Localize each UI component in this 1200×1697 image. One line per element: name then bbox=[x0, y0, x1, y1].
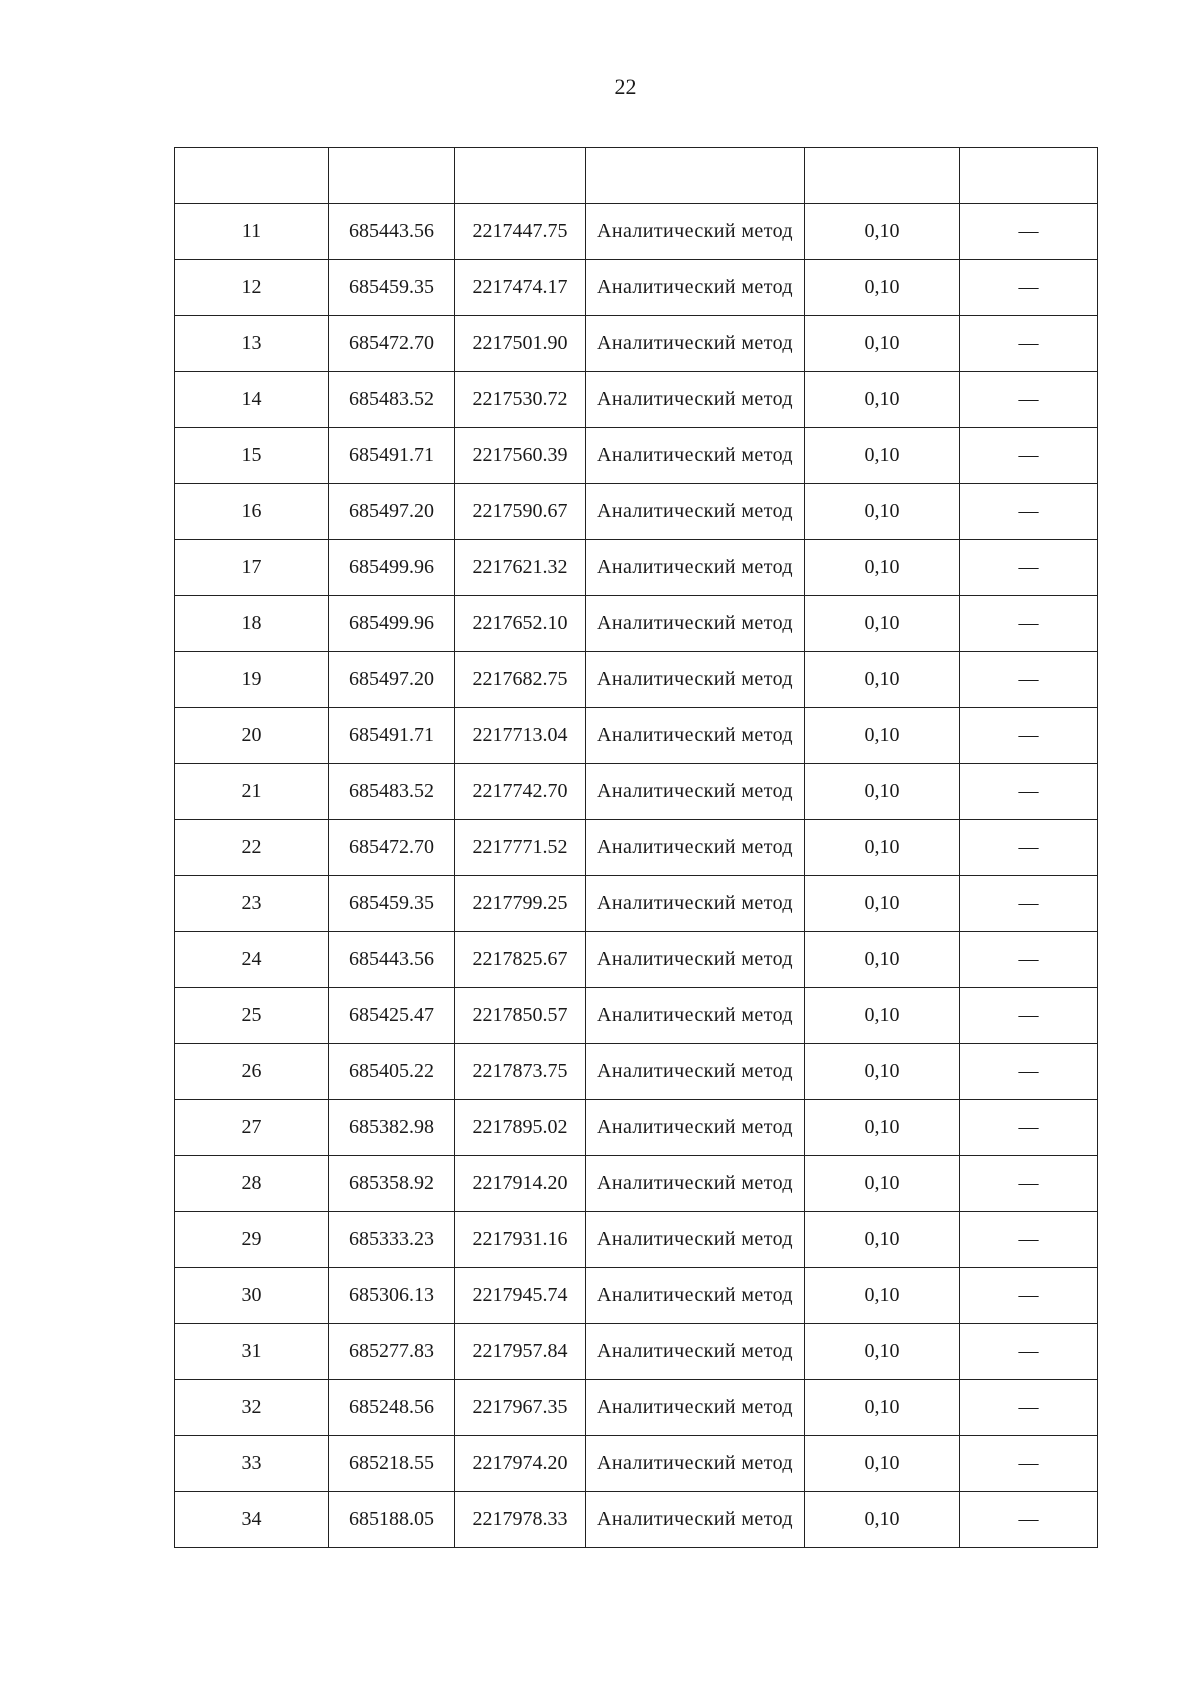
y-coordinate-cell: 2217825.67 bbox=[455, 932, 586, 988]
note-cell: — bbox=[960, 708, 1098, 764]
note-cell: — bbox=[960, 764, 1098, 820]
accuracy-cell: 0,10 bbox=[805, 204, 960, 260]
header-cell-accuracy bbox=[805, 148, 960, 204]
point-number-cell: 25 bbox=[175, 988, 329, 1044]
x-coordinate-cell: 685459.35 bbox=[329, 876, 455, 932]
note-cell: — bbox=[960, 1324, 1098, 1380]
note-cell: — bbox=[960, 260, 1098, 316]
method-cell: Аналитический метод bbox=[586, 372, 805, 428]
point-number-cell: 27 bbox=[175, 1100, 329, 1156]
x-coordinate-cell: 685443.56 bbox=[329, 932, 455, 988]
x-coordinate-cell: 685443.56 bbox=[329, 204, 455, 260]
y-coordinate-cell: 2217652.10 bbox=[455, 596, 586, 652]
note-cell: — bbox=[960, 820, 1098, 876]
header-cell-note bbox=[960, 148, 1098, 204]
accuracy-cell: 0,10 bbox=[805, 764, 960, 820]
point-number-cell: 20 bbox=[175, 708, 329, 764]
method-cell: Аналитический метод bbox=[586, 1436, 805, 1492]
note-cell: — bbox=[960, 1436, 1098, 1492]
y-coordinate-cell: 2217530.72 bbox=[455, 372, 586, 428]
method-cell: Аналитический метод bbox=[586, 316, 805, 372]
accuracy-cell: 0,10 bbox=[805, 596, 960, 652]
table-row bbox=[175, 1324, 1098, 1380]
accuracy-cell: 0,10 bbox=[805, 876, 960, 932]
method-cell: Аналитический метод bbox=[586, 1492, 805, 1548]
note-cell: — bbox=[960, 1156, 1098, 1212]
x-coordinate-cell: 685405.22 bbox=[329, 1044, 455, 1100]
table-header-row bbox=[175, 148, 1098, 204]
point-number-cell: 31 bbox=[175, 1324, 329, 1380]
y-coordinate-cell: 2217742.70 bbox=[455, 764, 586, 820]
table-row bbox=[175, 204, 1098, 260]
note-cell: — bbox=[960, 428, 1098, 484]
accuracy-cell: 0,10 bbox=[805, 316, 960, 372]
note-cell: — bbox=[960, 876, 1098, 932]
point-number-cell: 32 bbox=[175, 1380, 329, 1436]
note-cell: — bbox=[960, 1492, 1098, 1548]
accuracy-cell: 0,10 bbox=[805, 932, 960, 988]
point-number-cell: 11 bbox=[175, 204, 329, 260]
header-cell-x bbox=[329, 148, 455, 204]
point-number-cell: 24 bbox=[175, 932, 329, 988]
header-cell-method bbox=[586, 148, 805, 204]
note-cell: — bbox=[960, 988, 1098, 1044]
accuracy-cell: 0,10 bbox=[805, 540, 960, 596]
header-cell-number bbox=[175, 148, 329, 204]
accuracy-cell: 0,10 bbox=[805, 1492, 960, 1548]
y-coordinate-cell: 2217967.35 bbox=[455, 1380, 586, 1436]
table-row bbox=[175, 1156, 1098, 1212]
point-number-cell: 26 bbox=[175, 1044, 329, 1100]
accuracy-cell: 0,10 bbox=[805, 820, 960, 876]
accuracy-cell: 0,10 bbox=[805, 1156, 960, 1212]
x-coordinate-cell: 685491.71 bbox=[329, 428, 455, 484]
accuracy-cell: 0,10 bbox=[805, 1324, 960, 1380]
accuracy-cell: 0,10 bbox=[805, 1436, 960, 1492]
method-cell: Аналитический метод bbox=[586, 484, 805, 540]
point-number-cell: 15 bbox=[175, 428, 329, 484]
y-coordinate-cell: 2217945.74 bbox=[455, 1268, 586, 1324]
x-coordinate-cell: 685483.52 bbox=[329, 764, 455, 820]
x-coordinate-cell: 685277.83 bbox=[329, 1324, 455, 1380]
point-number-cell: 21 bbox=[175, 764, 329, 820]
note-cell: — bbox=[960, 1212, 1098, 1268]
method-cell: Аналитический метод bbox=[586, 1380, 805, 1436]
x-coordinate-cell: 685358.92 bbox=[329, 1156, 455, 1212]
note-cell: — bbox=[960, 1268, 1098, 1324]
note-cell: — bbox=[960, 652, 1098, 708]
method-cell: Аналитический метод bbox=[586, 204, 805, 260]
table-row bbox=[175, 876, 1098, 932]
y-coordinate-cell: 2217895.02 bbox=[455, 1100, 586, 1156]
table-row bbox=[175, 1100, 1098, 1156]
method-cell: Аналитический метод bbox=[586, 1156, 805, 1212]
y-coordinate-cell: 2217850.57 bbox=[455, 988, 586, 1044]
method-cell: Аналитический метод bbox=[586, 428, 805, 484]
method-cell: Аналитический метод bbox=[586, 1044, 805, 1100]
x-coordinate-cell: 685382.98 bbox=[329, 1100, 455, 1156]
x-coordinate-cell: 685333.23 bbox=[329, 1212, 455, 1268]
x-coordinate-cell: 685497.20 bbox=[329, 652, 455, 708]
table-row bbox=[175, 652, 1098, 708]
note-cell: — bbox=[960, 932, 1098, 988]
coordinates-table bbox=[174, 147, 1098, 1548]
table-row bbox=[175, 540, 1098, 596]
method-cell: Аналитический метод bbox=[586, 260, 805, 316]
x-coordinate-cell: 685499.96 bbox=[329, 540, 455, 596]
y-coordinate-cell: 2217682.75 bbox=[455, 652, 586, 708]
method-cell: Аналитический метод bbox=[586, 596, 805, 652]
y-coordinate-cell: 2217560.39 bbox=[455, 428, 586, 484]
x-coordinate-cell: 685425.47 bbox=[329, 988, 455, 1044]
x-coordinate-cell: 685248.56 bbox=[329, 1380, 455, 1436]
header-cell-y bbox=[455, 148, 586, 204]
method-cell: Аналитический метод bbox=[586, 876, 805, 932]
point-number-cell: 33 bbox=[175, 1436, 329, 1492]
method-cell: Аналитический метод bbox=[586, 1100, 805, 1156]
x-coordinate-cell: 685472.70 bbox=[329, 820, 455, 876]
accuracy-cell: 0,10 bbox=[805, 1268, 960, 1324]
table-row bbox=[175, 1436, 1098, 1492]
method-cell: Аналитический метод bbox=[586, 708, 805, 764]
point-number-cell: 19 bbox=[175, 652, 329, 708]
x-coordinate-cell: 685218.55 bbox=[329, 1436, 455, 1492]
table-row bbox=[175, 372, 1098, 428]
accuracy-cell: 0,10 bbox=[805, 1212, 960, 1268]
table-row bbox=[175, 316, 1098, 372]
point-number-cell: 30 bbox=[175, 1268, 329, 1324]
method-cell: Аналитический метод bbox=[586, 1268, 805, 1324]
table-row bbox=[175, 1212, 1098, 1268]
note-cell: — bbox=[960, 1044, 1098, 1100]
accuracy-cell: 0,10 bbox=[805, 708, 960, 764]
accuracy-cell: 0,10 bbox=[805, 1380, 960, 1436]
point-number-cell: 22 bbox=[175, 820, 329, 876]
method-cell: Аналитический метод bbox=[586, 764, 805, 820]
note-cell: — bbox=[960, 1380, 1098, 1436]
y-coordinate-cell: 2217873.75 bbox=[455, 1044, 586, 1100]
accuracy-cell: 0,10 bbox=[805, 652, 960, 708]
table-row bbox=[175, 260, 1098, 316]
y-coordinate-cell: 2217621.32 bbox=[455, 540, 586, 596]
table-row bbox=[175, 428, 1098, 484]
method-cell: Аналитический метод bbox=[586, 1212, 805, 1268]
y-coordinate-cell: 2217474.17 bbox=[455, 260, 586, 316]
x-coordinate-cell: 685491.71 bbox=[329, 708, 455, 764]
x-coordinate-cell: 685497.20 bbox=[329, 484, 455, 540]
note-cell: — bbox=[960, 484, 1098, 540]
y-coordinate-cell: 2217799.25 bbox=[455, 876, 586, 932]
method-cell: Аналитический метод bbox=[586, 1324, 805, 1380]
x-coordinate-cell: 685306.13 bbox=[329, 1268, 455, 1324]
table-row bbox=[175, 1268, 1098, 1324]
point-number-cell: 34 bbox=[175, 1492, 329, 1548]
table-row bbox=[175, 764, 1098, 820]
y-coordinate-cell: 2217914.20 bbox=[455, 1156, 586, 1212]
point-number-cell: 28 bbox=[175, 1156, 329, 1212]
x-coordinate-cell: 685188.05 bbox=[329, 1492, 455, 1548]
table-row bbox=[175, 1492, 1098, 1548]
y-coordinate-cell: 2217447.75 bbox=[455, 204, 586, 260]
point-number-cell: 16 bbox=[175, 484, 329, 540]
table-row bbox=[175, 988, 1098, 1044]
method-cell: Аналитический метод bbox=[586, 652, 805, 708]
point-number-cell: 18 bbox=[175, 596, 329, 652]
table-row bbox=[175, 932, 1098, 988]
method-cell: Аналитический метод bbox=[586, 540, 805, 596]
table-row bbox=[175, 596, 1098, 652]
table-row bbox=[175, 708, 1098, 764]
x-coordinate-cell: 685483.52 bbox=[329, 372, 455, 428]
point-number-cell: 13 bbox=[175, 316, 329, 372]
table-row bbox=[175, 1044, 1098, 1100]
method-cell: Аналитический метод bbox=[586, 820, 805, 876]
accuracy-cell: 0,10 bbox=[805, 1100, 960, 1156]
y-coordinate-cell: 2217974.20 bbox=[455, 1436, 586, 1492]
page-number: 22 bbox=[614, 74, 637, 99]
method-cell: Аналитический метод bbox=[586, 932, 805, 988]
y-coordinate-cell: 2217713.04 bbox=[455, 708, 586, 764]
accuracy-cell: 0,10 bbox=[805, 484, 960, 540]
table-row bbox=[175, 820, 1098, 876]
table-body bbox=[175, 148, 1098, 1548]
point-number-cell: 12 bbox=[175, 260, 329, 316]
accuracy-cell: 0,10 bbox=[805, 372, 960, 428]
point-number-cell: 23 bbox=[175, 876, 329, 932]
note-cell: — bbox=[960, 596, 1098, 652]
point-number-cell: 14 bbox=[175, 372, 329, 428]
table-row bbox=[175, 1380, 1098, 1436]
note-cell: — bbox=[960, 204, 1098, 260]
accuracy-cell: 0,10 bbox=[805, 1044, 960, 1100]
x-coordinate-cell: 685459.35 bbox=[329, 260, 455, 316]
y-coordinate-cell: 2217957.84 bbox=[455, 1324, 586, 1380]
y-coordinate-cell: 2217501.90 bbox=[455, 316, 586, 372]
point-number-cell: 17 bbox=[175, 540, 329, 596]
note-cell: — bbox=[960, 1100, 1098, 1156]
accuracy-cell: 0,10 bbox=[805, 428, 960, 484]
point-number-cell: 29 bbox=[175, 1212, 329, 1268]
y-coordinate-cell: 2217771.52 bbox=[455, 820, 586, 876]
x-coordinate-cell: 685499.96 bbox=[329, 596, 455, 652]
note-cell: — bbox=[960, 316, 1098, 372]
x-coordinate-cell: 685472.70 bbox=[329, 316, 455, 372]
note-cell: — bbox=[960, 372, 1098, 428]
y-coordinate-cell: 2217931.16 bbox=[455, 1212, 586, 1268]
table-row bbox=[175, 484, 1098, 540]
y-coordinate-cell: 2217590.67 bbox=[455, 484, 586, 540]
method-cell: Аналитический метод bbox=[586, 988, 805, 1044]
accuracy-cell: 0,10 bbox=[805, 260, 960, 316]
y-coordinate-cell: 2217978.33 bbox=[455, 1492, 586, 1548]
note-cell: — bbox=[960, 540, 1098, 596]
accuracy-cell: 0,10 bbox=[805, 988, 960, 1044]
